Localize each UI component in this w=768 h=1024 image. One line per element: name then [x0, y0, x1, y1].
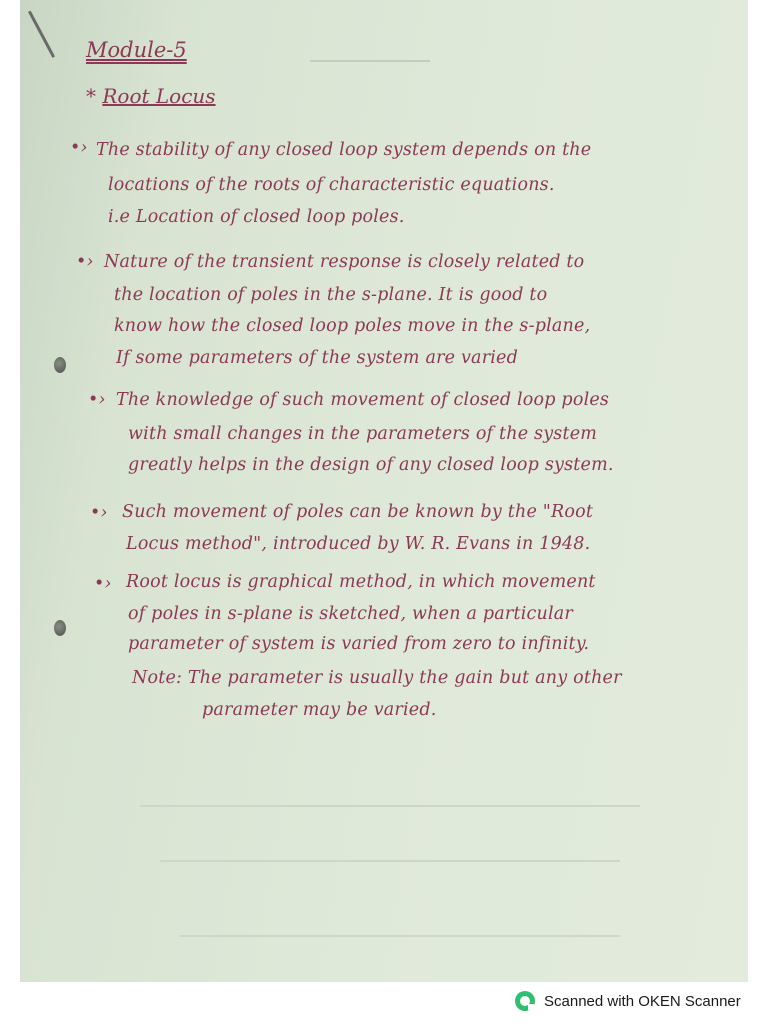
heading-text: Root Locus — [102, 84, 216, 108]
bleed-through-mark — [180, 935, 620, 937]
page-fold-mark — [28, 11, 55, 58]
scanner-footer — [514, 988, 741, 1014]
text-line: locations of the roots of characteristic equations. — [108, 175, 555, 195]
text-line: Root locus is graphical method, in which movement — [126, 572, 596, 592]
text-line: of poles in s-plane is sketched, when a particular — [128, 604, 573, 624]
bullet-mark: •› — [90, 503, 108, 523]
text-line: know how the closed loop poles move in the s-plane, — [114, 316, 591, 336]
note-line: parameter may be varied. — [202, 700, 437, 720]
scanner-text: Scanned with OKEN Scanner — [544, 992, 741, 1010]
bleed-through-mark — [140, 805, 640, 807]
text-line: Nature of the transient response is closely related to — [104, 252, 585, 272]
heading-marker: * — [86, 84, 96, 108]
text-line: greatly helps in the design of any closed loop system. — [128, 455, 614, 475]
oken-scanner-logo-icon — [514, 990, 536, 1012]
section-heading — [86, 84, 216, 108]
text-line: Locus method", introduced by W. R. Evans in 1948. — [126, 534, 591, 554]
text-line: i.e Location of closed loop poles. — [108, 207, 405, 227]
scanned-page — [20, 0, 748, 982]
module-title: Module-5 — [86, 38, 187, 62]
bullet-mark: •› — [70, 138, 88, 158]
bullet-mark: •› — [94, 574, 112, 594]
bleed-through-mark — [160, 860, 620, 862]
punch-hole — [54, 357, 66, 373]
text-line: The knowledge of such movement of closed loop poles — [116, 390, 610, 410]
text-line: the location of poles in the s-plane. It is good to — [114, 285, 548, 305]
text-line: with small changes in the parameters of the system — [128, 424, 598, 444]
bullet-mark: •› — [88, 390, 106, 410]
text-line: parameter of system is varied from zero to infinity. — [128, 634, 590, 654]
bullet-mark: •› — [76, 252, 94, 272]
text-line: Such movement of poles can be known by the "Root — [122, 502, 594, 522]
bleed-through-mark — [310, 60, 430, 62]
text-line: If some parameters of the system are varied — [116, 348, 519, 368]
text-line: The stability of any closed loop system depends on the — [96, 140, 592, 160]
punch-hole — [54, 620, 66, 636]
note-line: Note: The parameter is usually the gain but any other — [132, 668, 622, 688]
